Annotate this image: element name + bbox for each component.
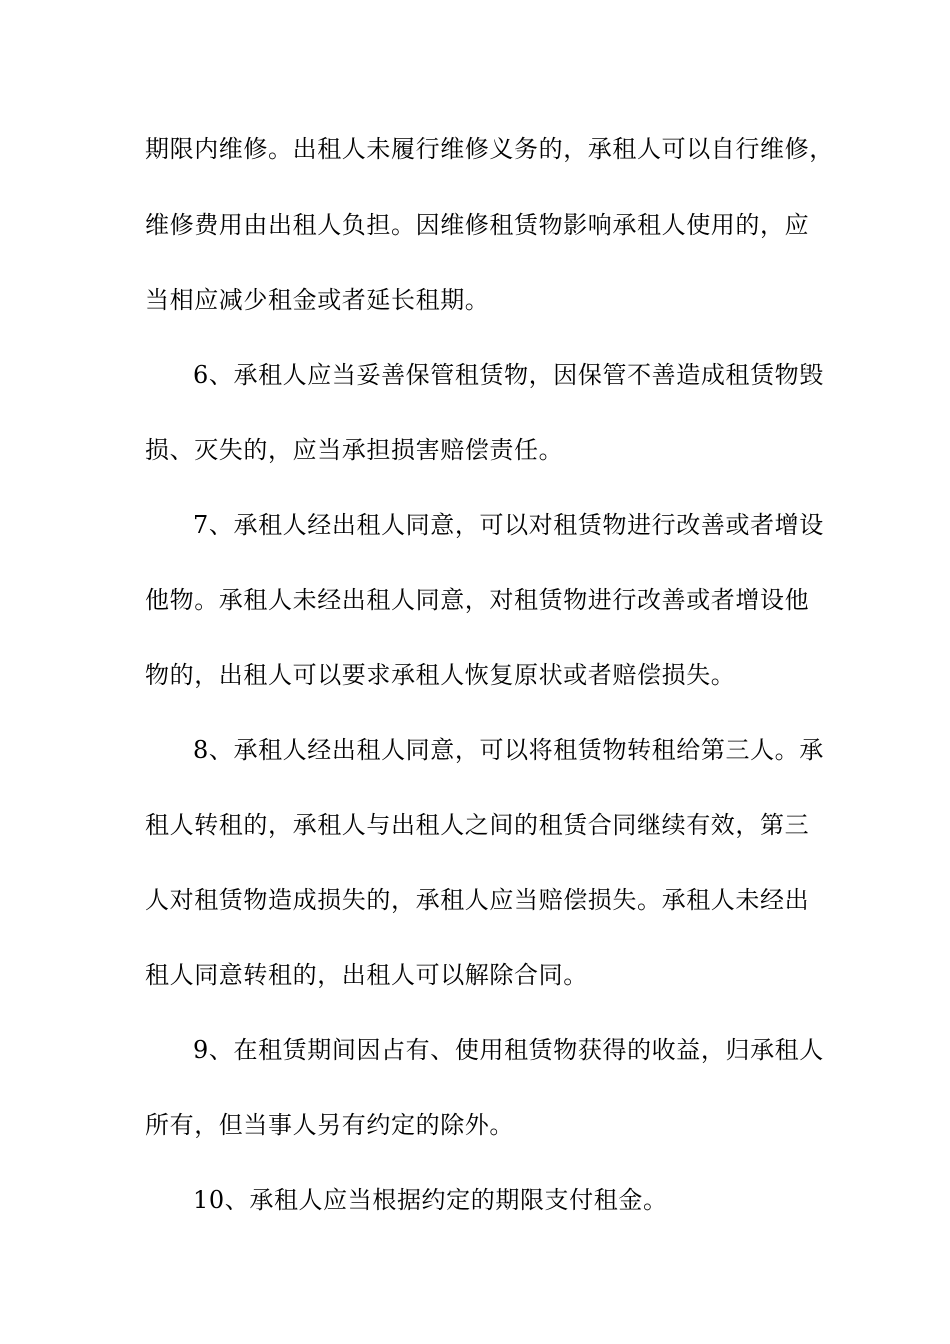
text-line: 租人同意转租的，出租人可以解除合同。 (145, 961, 588, 989)
text-line: 人对租赁物造成损失的，承租人应当赔偿损失。承租人未经出 (145, 886, 810, 914)
paragraph-9-start: 9、在租赁期间因占有、使用租赁物获得的收益，归承租人 (193, 1036, 824, 1064)
text-line: 所有，但当事人另有约定的除外。 (145, 1111, 514, 1139)
text-line: 损、灭失的，应当承担损害赔偿责任。 (145, 436, 564, 464)
paragraph-7-start: 7、承租人经出租人同意，可以对租赁物进行改善或者增设 (193, 511, 824, 539)
text-line: 当相应减少租金或者延长租期。 (145, 286, 490, 314)
paragraph-10-start: 10、承租人应当根据约定的期限支付租金。 (193, 1186, 668, 1214)
text-line: 期限内维修。出租人未履行维修义务的，承租人可以自行维修， (145, 135, 834, 163)
paragraph-8-start: 8、承租人经出租人同意，可以将租赁物转租给第三人。承 (193, 736, 824, 764)
text-line: 物的，出租人可以要求承租人恢复原状或者赔偿损失。 (145, 661, 736, 689)
text-line: 租人转租的，承租人与出租人之间的租赁合同继续有效，第三 (145, 811, 810, 839)
text-line: 他物。承租人未经出租人同意，对租赁物进行改善或者增设他 (145, 586, 810, 614)
paragraph-6-start: 6、承租人应当妥善保管租赁物，因保管不善造成租赁物毁 (193, 361, 824, 389)
text-line: 维修费用由出租人负担。因维修租赁物影响承租人使用的，应 (145, 211, 810, 239)
